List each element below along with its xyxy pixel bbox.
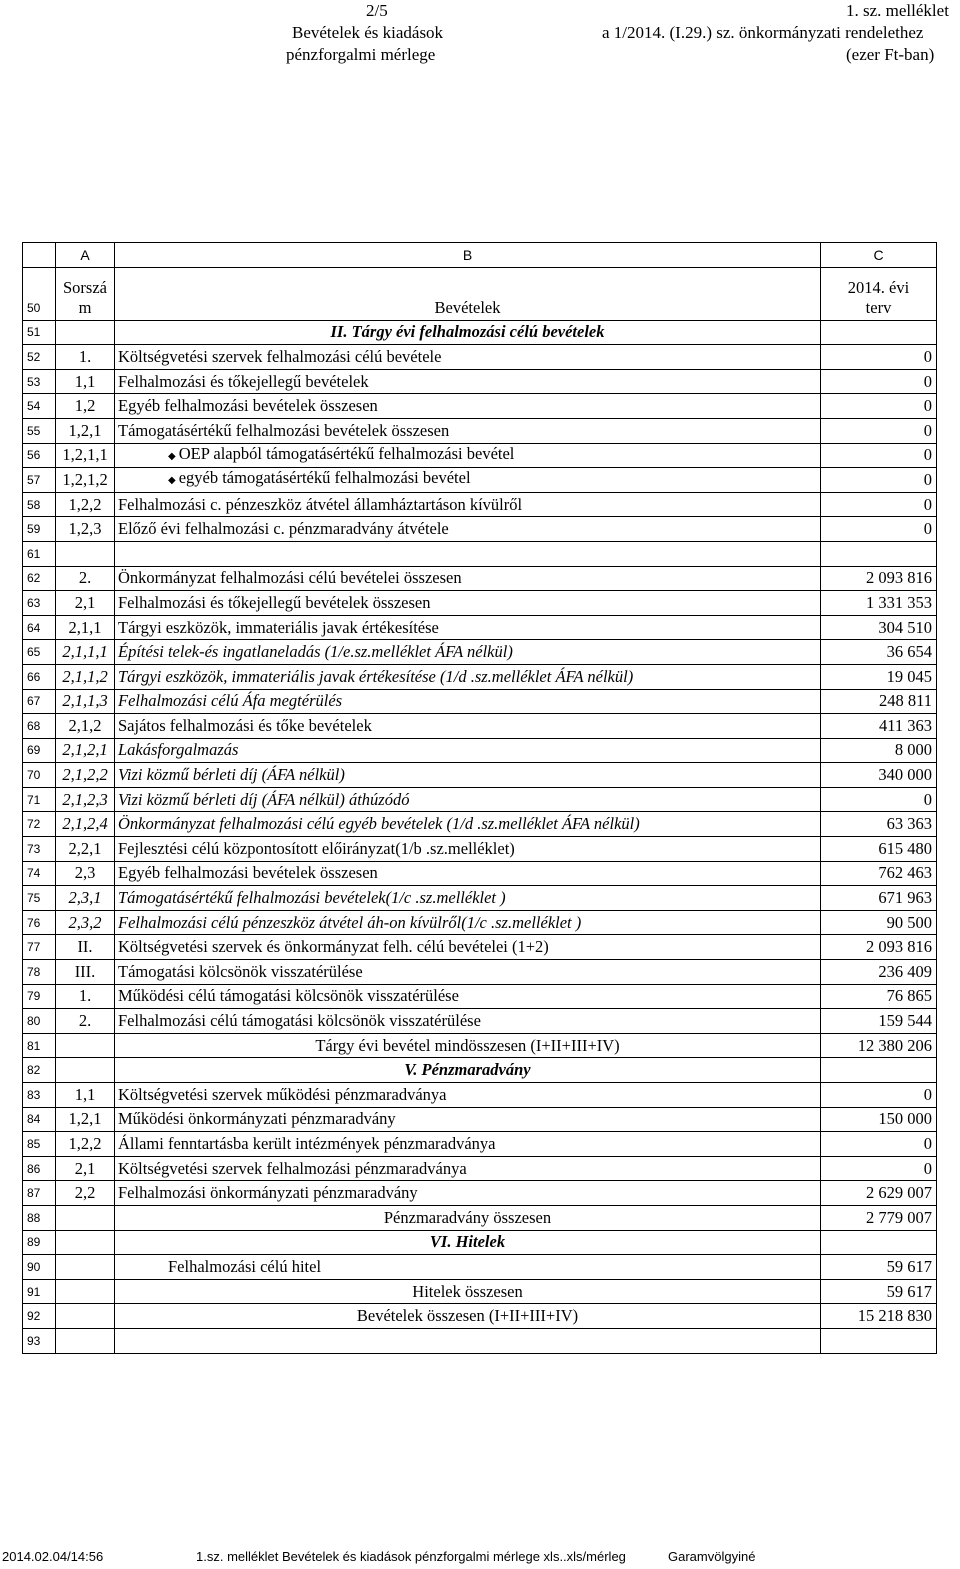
row-value: 762 463 — [821, 861, 937, 886]
row-code: 2,2 — [56, 1181, 115, 1206]
row-code: 2,1 — [56, 1156, 115, 1181]
row-label — [115, 1181, 821, 1206]
row-value: 0 — [821, 418, 937, 443]
footer-filename: 1.sz. melléklet Bevételek és kiadások pénzforgalmi mérlege xls..xls/mérleg — [196, 1549, 626, 1564]
row-number: 74 — [23, 861, 56, 886]
row-code: 1. — [56, 984, 115, 1009]
row-label — [115, 787, 821, 812]
row-number: 86 — [23, 1156, 56, 1181]
row-value: 150 000 — [821, 1107, 937, 1132]
table-row — [23, 1205, 937, 1230]
row-value: 12 380 206 — [821, 1033, 937, 1058]
row-label-text: Felhalmozási és tőkejellegű bevételek — [118, 371, 369, 391]
row-label-text: Felhalmozási c. pénzeszköz átvétel államháztartáson kívülről — [118, 494, 523, 514]
row-code — [56, 1328, 115, 1353]
row-label — [115, 640, 821, 665]
row-label — [115, 492, 821, 517]
row-number: 50 — [23, 267, 56, 320]
code-cell — [56, 1304, 115, 1329]
row-number: 88 — [23, 1205, 56, 1230]
doc-title-line2: pénzforgalmi mérlege — [286, 45, 436, 64]
table-body — [23, 243, 937, 1354]
row-label — [115, 935, 821, 960]
row-number: 69 — [23, 738, 56, 763]
row-value: 615 480 — [821, 837, 937, 862]
table-row — [23, 541, 937, 566]
row-label-text: Vizi közmű bérleti díj (ÁFA nélkül) — [118, 765, 345, 785]
table-row — [23, 935, 937, 960]
row-value: 159 544 — [821, 1009, 937, 1034]
row-value: 0 — [821, 1156, 937, 1181]
row-label-text: Fejlesztési célú központosított előirányzat(1/b .sz.melléklet) — [118, 838, 515, 858]
row-code: 2,1 — [56, 591, 115, 616]
row-number: 75 — [23, 886, 56, 911]
row-label — [115, 394, 821, 419]
row-label: Felhalmozási célú hitel — [115, 1255, 821, 1280]
table-row — [23, 861, 937, 886]
table-row — [23, 345, 937, 370]
code-cell — [56, 1255, 115, 1280]
row-code: III. — [56, 960, 115, 985]
row-number: 68 — [23, 714, 56, 739]
column-header-row — [23, 267, 937, 320]
table-row — [23, 714, 937, 739]
row-label — [115, 1083, 821, 1108]
row-value: 1 331 353 — [821, 591, 937, 616]
table-row — [23, 394, 937, 419]
regulation-reference: a 1/2014. (I.29.) sz. önkormányzati rendelethez — [602, 23, 924, 42]
row-label-text: Előző évi felhalmozási c. pénzmaradvány átvétele — [118, 519, 449, 539]
row-label-text: Vizi közmű bérleti díj (ÁFA nélkül) áthúzódó — [118, 789, 410, 809]
row-label: Hitelek összesen — [115, 1279, 821, 1304]
value-column-header — [821, 267, 937, 320]
value-cell — [821, 1230, 937, 1255]
row-code: 1,1 — [56, 369, 115, 394]
table-row — [23, 738, 937, 763]
row-label-text: Felhalmozási célú támogatási kölcsönök visszatérülése — [118, 1011, 481, 1031]
row-label-text: Támogatási kölcsönök visszatérülése — [118, 961, 363, 981]
code-cell — [56, 1058, 115, 1083]
table-row — [23, 591, 937, 616]
value-header-line1: 2014. évi — [847, 277, 910, 297]
table-row — [23, 1033, 937, 1058]
row-number: 66 — [23, 664, 56, 689]
row-label-text: Építési telek-és ingatlaneladás (1/e.sz.melléklet ÁFA nélkül) — [118, 642, 513, 662]
row-label — [115, 345, 821, 370]
row-number: 80 — [23, 1009, 56, 1034]
row-label — [115, 714, 821, 739]
row-label — [115, 1107, 821, 1132]
table-row — [23, 418, 937, 443]
row-label — [115, 517, 821, 542]
row-label — [115, 418, 821, 443]
row-number: 54 — [23, 394, 56, 419]
table-row — [23, 1132, 937, 1157]
row-label — [115, 861, 821, 886]
column-letter-row — [23, 243, 937, 268]
doc-title-line1: Bevételek és kiadások — [292, 23, 444, 42]
row-code: 2. — [56, 566, 115, 591]
table-row — [23, 320, 937, 345]
annex-label: 1. sz. melléklet — [846, 1, 949, 20]
row-label — [115, 689, 821, 714]
page-number: 2/5 — [366, 1, 388, 20]
row-code: 1,2,1,1 — [56, 443, 115, 468]
section-title: VI. Hitelek — [115, 1230, 821, 1255]
row-code: 1,2,1 — [56, 418, 115, 443]
row-label — [115, 591, 821, 616]
row-value: 19 045 — [821, 664, 937, 689]
row-number: 52 — [23, 345, 56, 370]
row-value: 0 — [821, 345, 937, 370]
row-number: 63 — [23, 591, 56, 616]
table-row — [23, 1255, 937, 1280]
row-code: 2. — [56, 1009, 115, 1034]
row-label-text: Támogatásértékű felhalmozási bevételek összesen — [118, 420, 450, 440]
code-cell — [56, 1230, 115, 1255]
row-label-text: Lakásforgalmazás — [118, 740, 239, 760]
row-number: 78 — [23, 960, 56, 985]
row-code: 2,1,1 — [56, 615, 115, 640]
row-label — [115, 984, 821, 1009]
row-value: 90 500 — [821, 910, 937, 935]
row-number: 57 — [23, 468, 56, 493]
row-code: 1,2,2 — [56, 492, 115, 517]
row-label: Bevételek összesen (I+II+III+IV) — [115, 1304, 821, 1329]
section-title: V. Pénzmaradvány — [115, 1058, 821, 1083]
row-value: 2 093 816 — [821, 935, 937, 960]
row-value: 36 654 — [821, 640, 937, 665]
row-number: 73 — [23, 837, 56, 862]
row-label — [115, 1132, 821, 1157]
row-value: 59 617 — [821, 1279, 937, 1304]
row-value: 0 — [821, 468, 937, 493]
row-number: 91 — [23, 1279, 56, 1304]
row-number: 53 — [23, 369, 56, 394]
row-label-text: Felhalmozási önkormányzati pénzmaradvány — [118, 1183, 418, 1203]
row-value: 304 510 — [821, 615, 937, 640]
row-value: 0 — [821, 369, 937, 394]
table-row — [23, 1328, 937, 1353]
row-value: 671 963 — [821, 886, 937, 911]
row-code — [56, 541, 115, 566]
value-header-line2: terv — [865, 297, 892, 317]
row-number: 87 — [23, 1181, 56, 1206]
row-code: 2,1,2,4 — [56, 812, 115, 837]
row-number: 89 — [23, 1230, 56, 1255]
row-label-text: Felhalmozási célú pénzeszköz átvétel áh-on kívülről(1/c .sz.melléklet ) — [118, 912, 582, 932]
table-row — [23, 1009, 937, 1034]
row-label-text: Költségvetési szervek felhalmozási pénzmaradványa — [118, 1158, 467, 1178]
row-label — [115, 960, 821, 985]
row-number: 77 — [23, 935, 56, 960]
column-letter-c: C — [821, 243, 937, 268]
revenue-table — [22, 242, 937, 1354]
row-number: 62 — [23, 566, 56, 591]
code-cell — [56, 1279, 115, 1304]
row-label-text: egyéb támogatásértékű felhalmozási bevétel — [178, 468, 471, 488]
table-row — [23, 1279, 937, 1304]
table-row — [23, 443, 937, 468]
row-label-text: Egyéb felhalmozási bevételek összesen — [118, 863, 378, 883]
row-value: 2 093 816 — [821, 566, 937, 591]
row-value: 76 865 — [821, 984, 937, 1009]
table-row — [23, 1181, 937, 1206]
row-number: 83 — [23, 1083, 56, 1108]
section-title: II. Tárgy évi felhalmozási célú bevételek — [115, 320, 821, 345]
table-row — [23, 566, 937, 591]
row-value: 0 — [821, 492, 937, 517]
row-number: 59 — [23, 517, 56, 542]
row-number: 55 — [23, 418, 56, 443]
code-header-line1: Sorszá — [63, 277, 107, 297]
row-number: 79 — [23, 984, 56, 1009]
row-code: 2,1,2,1 — [56, 738, 115, 763]
row-value: 0 — [821, 1132, 937, 1157]
row-label — [115, 443, 821, 468]
row-number: 67 — [23, 689, 56, 714]
row-label — [115, 1328, 821, 1353]
row-number: 84 — [23, 1107, 56, 1132]
table-row — [23, 910, 937, 935]
value-cell — [821, 1058, 937, 1083]
row-number: 82 — [23, 1058, 56, 1083]
table-row — [23, 517, 937, 542]
row-number: 58 — [23, 492, 56, 517]
row-number: 71 — [23, 787, 56, 812]
column-letter-b: B — [115, 243, 821, 268]
row-label — [115, 541, 821, 566]
row-value — [821, 1328, 937, 1353]
bullet-diamond-icon: ◆ — [168, 475, 176, 487]
row-code: 2,3,2 — [56, 910, 115, 935]
table-row — [23, 763, 937, 788]
row-label-text: Önkormányzat felhalmozási célú bevételei összesen — [118, 568, 462, 588]
row-label — [115, 615, 821, 640]
corner-cell — [23, 243, 56, 268]
row-label-text: Támogatásértékű felhalmozási bevételek(1/c .sz.melléklet ) — [118, 888, 506, 908]
row-code: 2,1,2,2 — [56, 763, 115, 788]
table-row — [23, 1156, 937, 1181]
row-code: II. — [56, 935, 115, 960]
row-number: 90 — [23, 1255, 56, 1280]
row-label — [115, 1156, 821, 1181]
row-number: 56 — [23, 443, 56, 468]
row-label-text: Működési célú támogatási kölcsönök visszatérülése — [118, 986, 459, 1006]
row-label: Pénzmaradvány összesen — [115, 1205, 821, 1230]
row-number: 70 — [23, 763, 56, 788]
table-row — [23, 369, 937, 394]
row-value: 2 779 007 — [821, 1205, 937, 1230]
bullet-diamond-icon: ◆ — [168, 450, 176, 462]
row-number: 72 — [23, 812, 56, 837]
row-label-text: Működési önkormányzati pénzmaradvány — [118, 1109, 396, 1129]
row-code: 2,1,2 — [56, 714, 115, 739]
table-row — [23, 1107, 937, 1132]
row-label: Tárgy évi bevétel mindösszesen (I+II+III+IV) — [115, 1033, 821, 1058]
row-label-text: Felhalmozási célú Áfa megtérülés — [118, 691, 343, 711]
footer-author: Garamvölgyiné — [668, 1549, 756, 1564]
table-row — [23, 640, 937, 665]
row-label — [115, 468, 821, 493]
code-cell — [56, 320, 115, 345]
row-label-text: Költségvetési szervek működési pénzmaradványa — [118, 1084, 447, 1104]
row-value: 0 — [821, 394, 937, 419]
row-code: 2,2,1 — [56, 837, 115, 862]
table-row — [23, 1083, 937, 1108]
row-label-text: Állami fenntartásba került intézmények pénzmaradványa — [118, 1133, 496, 1153]
row-label — [115, 812, 821, 837]
row-label — [115, 369, 821, 394]
row-label — [115, 837, 821, 862]
label-column-header: Bevételek — [115, 267, 821, 320]
table-row — [23, 886, 937, 911]
table-row — [23, 1058, 937, 1083]
table-row — [23, 812, 937, 837]
row-label-text: Sajátos felhalmozási és tőke bevételek — [118, 715, 372, 735]
value-cell — [821, 320, 937, 345]
row-value: 8 000 — [821, 738, 937, 763]
row-value: 2 629 007 — [821, 1181, 937, 1206]
column-letter-a: A — [56, 243, 115, 268]
row-code: 2,1,2,3 — [56, 787, 115, 812]
row-code: 1,2 — [56, 394, 115, 419]
row-code: 1,2,3 — [56, 517, 115, 542]
row-value: 0 — [821, 787, 937, 812]
row-value: 59 617 — [821, 1255, 937, 1280]
row-code: 1,1 — [56, 1083, 115, 1108]
table-row — [23, 960, 937, 985]
table-row — [23, 492, 937, 517]
row-label-text: Egyéb felhalmozási bevételek összesen — [118, 396, 378, 416]
table-row — [23, 787, 937, 812]
row-value — [821, 541, 937, 566]
table-row — [23, 689, 937, 714]
row-label — [115, 886, 821, 911]
code-header-line2: m — [78, 297, 92, 317]
row-label — [115, 763, 821, 788]
unit-label: (ezer Ft-ban) — [846, 45, 935, 64]
row-code: 1,2,1,2 — [56, 468, 115, 493]
code-cell — [56, 1033, 115, 1058]
row-number: 51 — [23, 320, 56, 345]
row-label-text: Felhalmozási és tőkejellegű bevételek összesen — [118, 592, 431, 612]
row-code: 2,1,1,1 — [56, 640, 115, 665]
row-code: 1. — [56, 345, 115, 370]
row-value: 0 — [821, 517, 937, 542]
row-value: 15 218 830 — [821, 1304, 937, 1329]
row-label-text: Tárgyi eszközök, immateriális javak értékesítése (1/d .sz.melléklet ÁFA nélkül) — [118, 666, 634, 686]
table-row — [23, 664, 937, 689]
row-code: 2,1,1,3 — [56, 689, 115, 714]
row-number: 85 — [23, 1132, 56, 1157]
row-value: 248 811 — [821, 689, 937, 714]
row-label-text: OEP alapból támogatásértékű felhalmozási bevétel — [178, 443, 515, 463]
table-row — [23, 837, 937, 862]
row-value: 63 363 — [821, 812, 937, 837]
row-value: 411 363 — [821, 714, 937, 739]
code-column-header — [56, 267, 115, 320]
row-label-text: Tárgyi eszközök, immateriális javak értékesítése — [118, 617, 439, 637]
row-label-text: Önkormányzat felhalmozási célú egyéb bevételek (1/d .sz.melléklet ÁFA nélkül) — [118, 814, 640, 834]
code-cell — [56, 1205, 115, 1230]
row-label — [115, 664, 821, 689]
row-code: 2,3 — [56, 861, 115, 886]
row-value: 236 409 — [821, 960, 937, 985]
row-number: 61 — [23, 541, 56, 566]
table-row — [23, 468, 937, 493]
row-label — [115, 566, 821, 591]
row-label — [115, 738, 821, 763]
row-number: 65 — [23, 640, 56, 665]
row-code: 2,1,1,2 — [56, 664, 115, 689]
row-number: 64 — [23, 615, 56, 640]
row-number: 76 — [23, 910, 56, 935]
row-value: 0 — [821, 443, 937, 468]
row-number: 93 — [23, 1328, 56, 1353]
row-number: 81 — [23, 1033, 56, 1058]
row-code: 1,2,2 — [56, 1132, 115, 1157]
footer-timestamp: 2014.02.04/14:56 — [2, 1549, 104, 1564]
row-number: 92 — [23, 1304, 56, 1329]
table-row — [23, 615, 937, 640]
row-value: 0 — [821, 1083, 937, 1108]
row-code: 1,2,1 — [56, 1107, 115, 1132]
row-label-text: Költségvetési szervek és önkormányzat felh. célú bevételei (1+2) — [118, 937, 549, 957]
row-label-text: Költségvetési szervek felhalmozási célú bevétele — [118, 346, 442, 366]
table-row — [23, 1304, 937, 1329]
row-label — [115, 910, 821, 935]
row-label — [115, 1009, 821, 1034]
row-value: 340 000 — [821, 763, 937, 788]
table-row — [23, 1230, 937, 1255]
table-row — [23, 984, 937, 1009]
row-code: 2,3,1 — [56, 886, 115, 911]
